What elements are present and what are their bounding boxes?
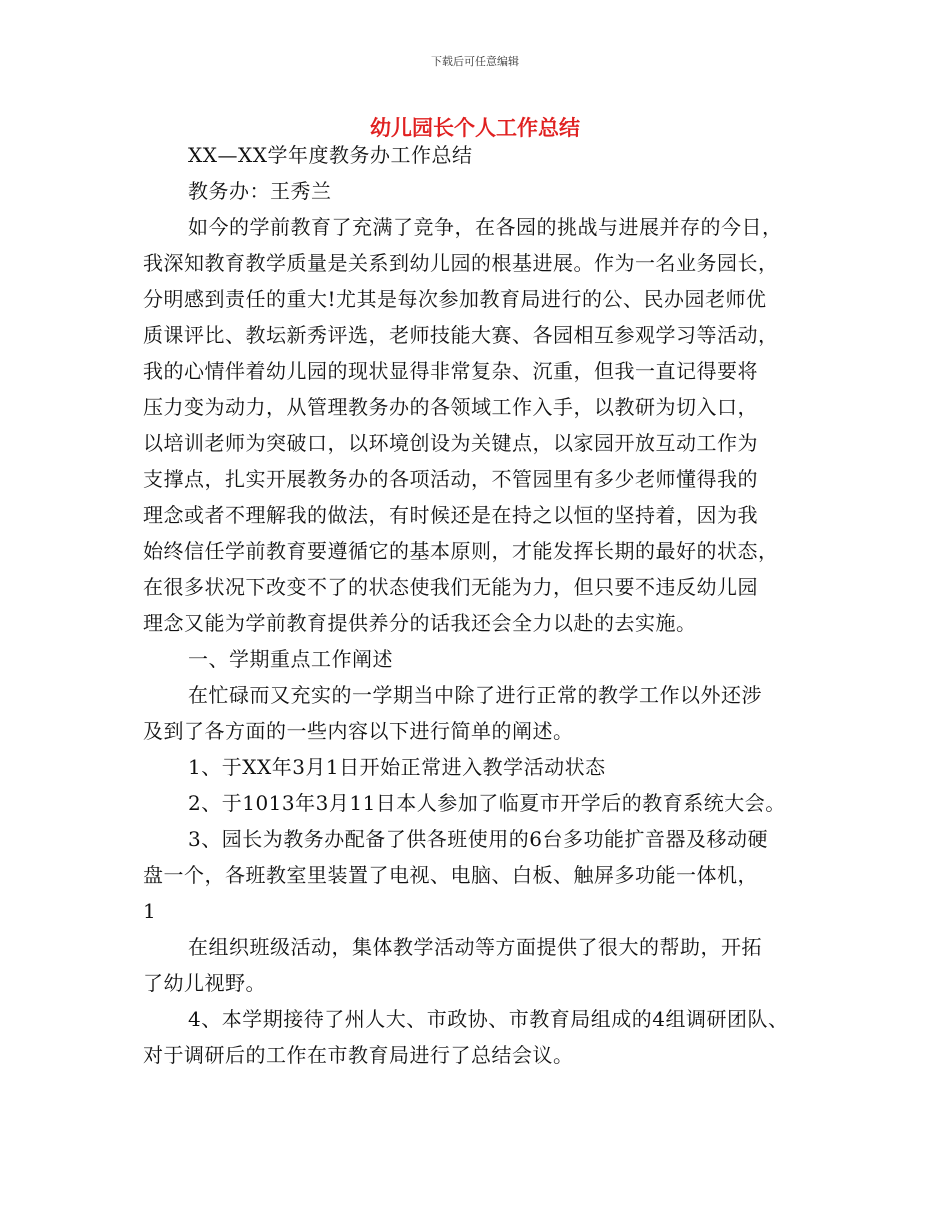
- paragraph-line: 支撑点，扎实开展教务办的各项活动，不管园里有多少老师懂得我的: [143, 467, 758, 491]
- paragraph-line: 了幼儿视野。: [143, 971, 266, 995]
- subtitle-line: XX—XX学年度教务办工作总结: [188, 143, 473, 167]
- paragraph-line: 压力变为动力，从管理教务办的各领域工作入手，以教研为切入口，: [143, 395, 758, 419]
- author-line: 教务办：王秀兰: [188, 179, 332, 203]
- paragraph-line: 我的心情伴着幼儿园的现状显得非常复杂、沉重，但我一直记得要将: [143, 359, 758, 383]
- paragraph-line: 及到了各方面的一些内容以下进行简单的阐述。: [143, 719, 574, 743]
- paragraph-line: 以培训老师为突破口，以环境创设为关键点，以家园开放互动工作为: [143, 431, 758, 455]
- paragraph-line: 质课评比、教坛新秀评选，老师技能大赛、各园相互参观学习等活动，: [143, 323, 779, 347]
- paragraph-line: 对于调研后的工作在市教育局进行了总结会议。: [143, 1043, 574, 1067]
- list-item: 3、园长为教务办配备了供各班使用的6台多功能扩音器及移动硬: [188, 827, 768, 851]
- paragraph-line: 如今的学前教育了充满了竞争，在各园的挑战与进展并存的今日，: [188, 215, 783, 239]
- page-number: 1: [143, 899, 157, 923]
- section-heading: 一、学期重点工作阐述: [188, 647, 393, 671]
- list-item: 1、于XX年3月1日开始正常进入教学活动状态: [188, 755, 606, 779]
- paragraph-line: 理念或者不理解我的做法，有时候还是在持之以恒的坚持着，因为我: [143, 503, 758, 527]
- paragraph-line: 盘一个，各班教室里装置了电视、电脑、白板、触屏多功能一体机，: [143, 863, 758, 887]
- paragraph-line: 始终信任学前教育要遵循它的基本原则，才能发挥长期的最好的状态，: [143, 539, 779, 563]
- paragraph-line: 理念又能为学前教育提供养分的话我还会全力以赴的去实施。: [143, 611, 697, 635]
- paragraph-line: 在很多状况下改变不了的状态使我们无能为力，但只要不违反幼儿园: [143, 575, 758, 599]
- paragraph-line: 我深知教育教学质量是关系到幼儿园的根基进展。作为一名业务园长，: [143, 251, 779, 275]
- paragraph-line: 分明感到责任的重大!尤其是每次参加教育局进行的公、民办园老师优: [143, 287, 767, 311]
- paragraph-line: 在组织班级活动，集体教学活动等方面提供了很大的帮助，开拓: [188, 935, 762, 959]
- paragraph-line: 在忙碌而又充实的一学期当中除了进行正常的教学工作以外还涉: [188, 683, 762, 707]
- header-note: 下载后可任意编辑: [431, 55, 519, 68]
- list-item: 2、于1013年3月11日本人参加了临夏市开学后的教育系统大会。: [188, 791, 786, 815]
- document-title: 幼儿园长个人工作总结: [370, 116, 580, 140]
- list-item: 4、本学期接待了州人大、市政协、市教育局组成的4组调研团队、: [188, 1007, 789, 1031]
